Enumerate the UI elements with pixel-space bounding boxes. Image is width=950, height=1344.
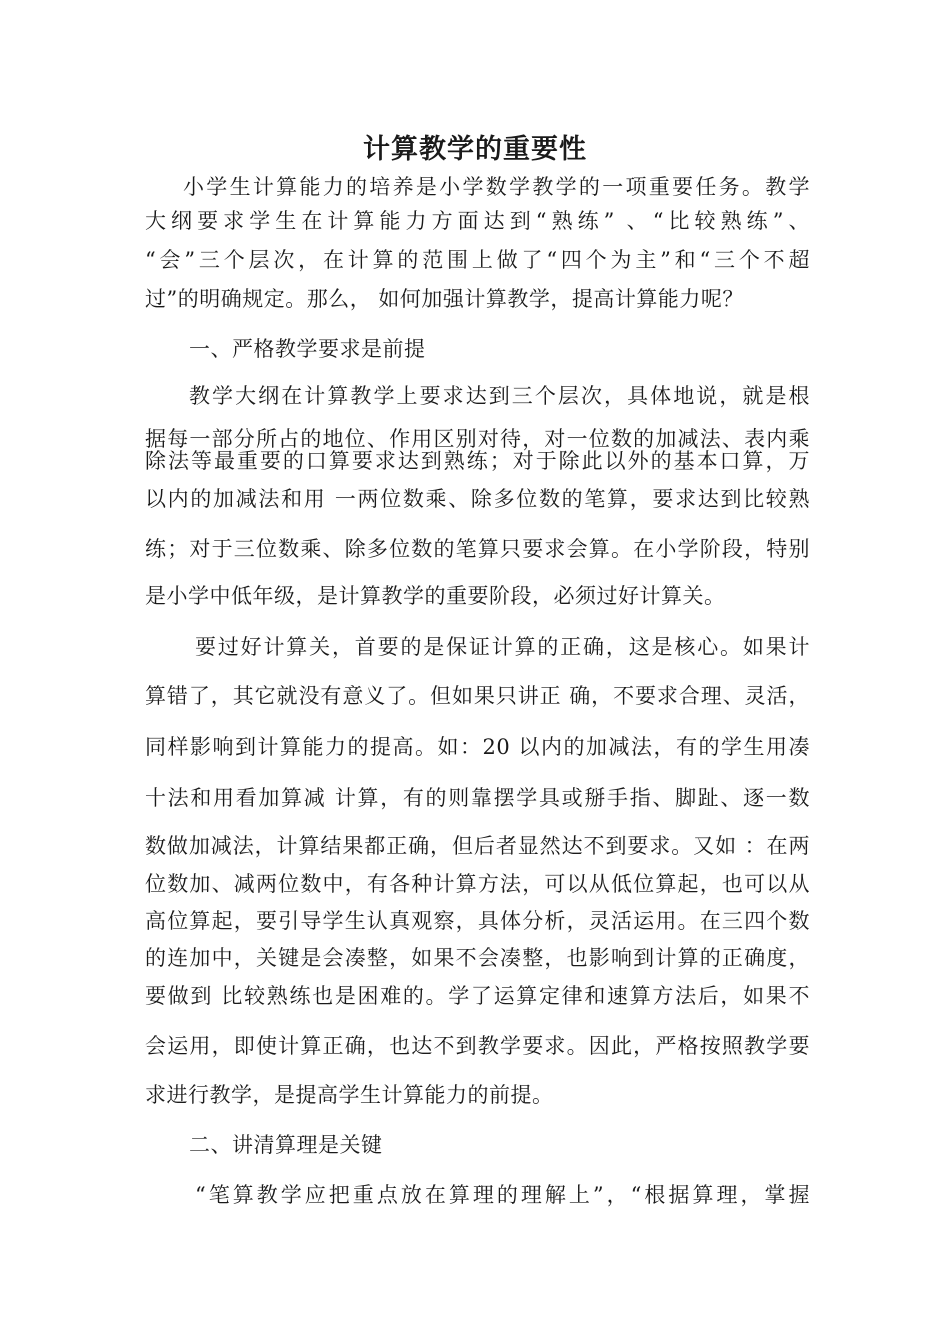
paragraph-line: 算错了，其它就没有意义了。但如果只讲正 确，不要求合理、灵活， bbox=[145, 684, 810, 708]
paragraph-line: 练；对于三位数乘、除多位数的笔算只要求会算。在小学阶段，特别 bbox=[145, 537, 810, 561]
section-heading: 二、讲清算理是关键 bbox=[189, 1133, 383, 1157]
paragraph-line: 求进行教学，是提高学生计算能力的前提。 bbox=[145, 1083, 554, 1107]
paragraph-line: 高位算起，要引导学生认真观察，具体分析，灵活运用。在三四个数 bbox=[145, 909, 810, 933]
paragraph-line: 十法和用看加算减 计算，有的则靠摆学具或掰手指、脚趾、逐一数 bbox=[145, 786, 810, 810]
paragraph-line: 大纲要求学生在计算能力方面达到“熟练” 、“比较熟练”、 bbox=[145, 209, 810, 233]
paragraph-line: 要做到 比较熟练也是困难的。学了运算定律和速算方法后，如果不 bbox=[145, 984, 810, 1008]
paragraph-line: 会运用，即使计算正确，也达不到教学要求。因此，严格按照教学要 bbox=[145, 1034, 810, 1058]
paragraph-line: 教学大纲在计算教学上要求达到三个层次，具体地说，就是根 bbox=[189, 384, 810, 408]
paragraph-line: 除法等最重要的口算要求达到熟练；对于除此以外的基本口算，万 bbox=[145, 449, 810, 473]
paragraph-line: 位数加、减两位数中，有各种计算方法，可以从低位算起，也可以从 bbox=[145, 872, 810, 896]
paragraph-line: 过”的明确规定。那么， 如何加强计算教学，提高计算能力呢？ bbox=[145, 287, 744, 311]
paragraph-line: 小学生计算能力的培养是小学数学教学的一项重要任务。教学 bbox=[183, 175, 810, 199]
document-title: 计算教学的重要性 bbox=[363, 134, 587, 165]
paragraph-line: 数做加减法，计算结果都正确，但后者显然达不到要求。又如 ：在两 bbox=[145, 834, 810, 858]
paragraph-line: 的连加中，关键是会凑整，如果不会凑整，也影响到计算的正确度， bbox=[145, 946, 810, 970]
paragraph-line: 据每一部分所占的地位、作用区别对待，对一位数的加减法、表内乘 bbox=[145, 427, 810, 451]
paragraph-line: 要过好计算关，首要的是保证计算的正确，这是核心。如果计 bbox=[195, 635, 810, 659]
paragraph-line: “笔算教学应把重点放在算理的理解上”，“根据算理，掌握 bbox=[195, 1183, 810, 1207]
paragraph-line: 是小学中低年级，是计算教学的重要阶段，必须过好计算关。 bbox=[145, 584, 726, 608]
paragraph-line: “会”三个层次，在计算的范围上做了“四个为主”和“三个不超 bbox=[145, 248, 810, 272]
paragraph-line: 同样影响到计算能力的提高。如：20 以内的加减法，有的学生用凑 bbox=[145, 735, 810, 759]
paragraph-line: 以内的加减法和用 一两位数乘、除多位数的笔算，要求达到比较熟 bbox=[145, 487, 810, 511]
section-heading: 一、严格教学要求是前提 bbox=[189, 337, 426, 361]
